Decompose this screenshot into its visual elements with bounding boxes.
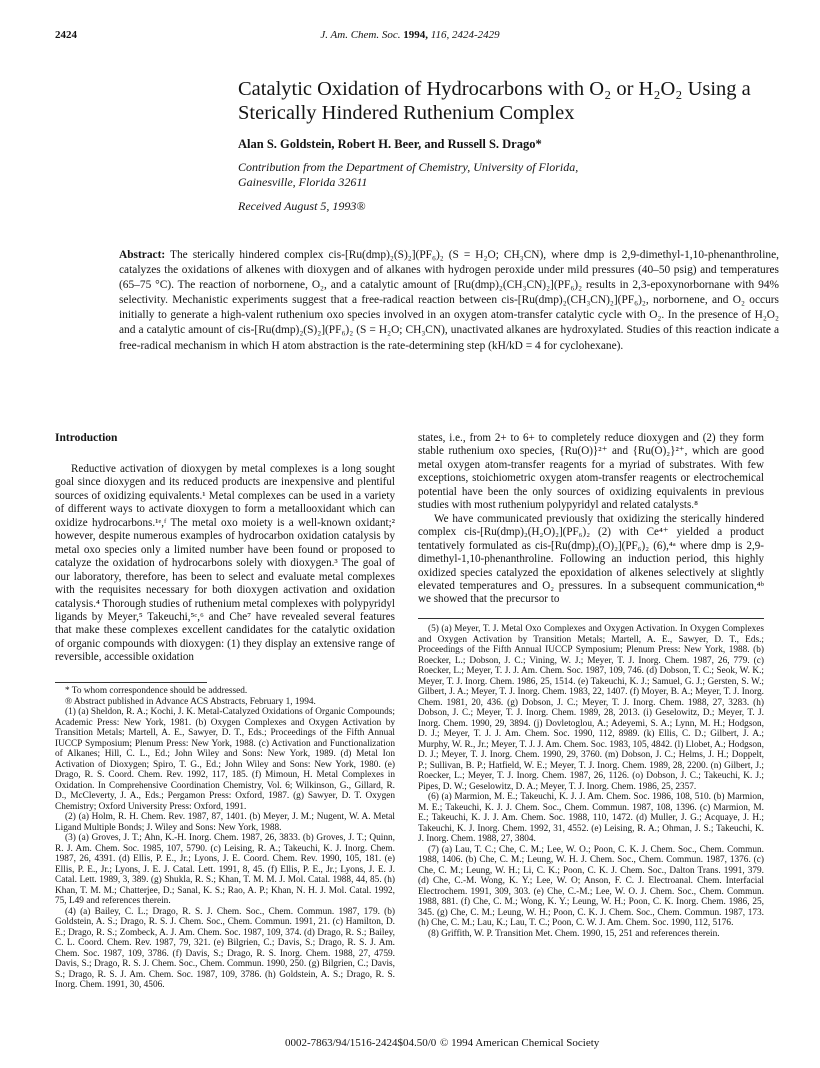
copyright-notice: © 1994 American Chemical Society <box>440 1037 600 1049</box>
affiliation <box>238 160 778 190</box>
affiliation-line: Contribution from the Department of Chemistry, University of Florida, <box>238 160 579 174</box>
footnote-divider <box>55 682 207 683</box>
paragraph: Reductive activation of dioxygen by metal complexes is a long sought goal since dioxygen and its reduced products are inexpensive and plentiful sources of oxidizing equivalents.¹ Metal complexes can be used in a variety of different ways to activate dioxygen to form a metallooxidant which can oxidize hydrocarbons.¹ᵉ,ᶠ The metal oxo moiety is a well-known oxidant;² however, despite numerous examples of hydrocarbon oxidation catalysis by metal oxo species only a limited number have been found or proposed to catalyze the oxidation of hydrocarbons solely with dioxygen.³ The goal of our laboratory, therefore, has been to select and evaluate metal complexes with the requisites necessary for both dioxygen activation and oxidation catalysis.⁴ Thorough studies of ruthenium metal complexes with polypyridyl ligands by Meyer,⁵ Takeuchi,⁵ᶜ,⁶ and Che⁷ have revealed several features that make these complexes excellent candidates for the catalytic oxidation of organic compounds with dioxygen: (1) they display an extensive range of reversible, accessible oxidation <box>55 463 395 664</box>
footnote: ® Abstract published in Advance ACS Abstracts, February 1, 1994. <box>65 696 316 707</box>
footnote: (1) (a) Sheldon, R. A.; Kochi, J. K. Metal-Catalyzed Oxidations of Organic Compounds; Academic Press: New York, 1981. (b) Oxygen Complexes and Oxygen Activation by Transition Metals; Martell, A. E., Sawyer, D. T., Eds.; Proceedings of the Fifth Annual IUCCP Symposium; Plenum Press: New York, 1988. (c) Activation and Functionalization of Alkanes; Hill, C. L., Ed.; John Wiley and Sons: New York, 1989. (d) Metal Ion Activation of Dioxygen; Spiro, T. G., Ed.; John Wiley and Sons: New York, 1980. (e) Drago, R. S. Coord. Chem. Rev. 1992, 117, 185. (f) Mimoun, H. Metal Complexes in Oxidation. In Comprehensive Coordination Chemistry, Vol. 6; Wilkinson, G., Gillard, R. D., McCleverty, J. A., Eds.; Pergamon Press: Oxford, 1987. (g) Sawyer, D. T. Oxygen Chemistry; Oxford University Press: Oxford, 1991. <box>55 707 395 812</box>
affiliation-line: Gainesville, Florida 32611 <box>238 175 368 189</box>
footnotes-right <box>418 624 764 939</box>
introduction-body <box>55 463 395 665</box>
footnote: (4) (a) Bailey, C. L.; Drago, R. S. J. Chem. Soc., Chem. Commun. 1987, 179. (b) Goldstein, A. S.; Drago, R. S. J. Chem. Soc., Chem. Commun. 1991, 21. (c) Hamilton, D. E.; Drago, R. S.; Zombeck, A. J. Am. Chem. Soc. 1987, 109, 374. (d) Drago, R. S.; Bailey, C. L. Coord. Chem. Rev. 1987, 79, 321. (e) Bilgrien, C.; Davis, S.; Drago, R. S. J. Am. Chem. Soc. 1987, 109, 3786. (f) Davis, S.; Drago, R. S. Inorg. Chem. 1988, 27, 4759. Davis, S.; Drago, R. S. J. Chem. Soc., Chem. Commun. 1990, 250. (g) Bilgrien, C.; Davis, S.; Drago, R. S. J. Am. Chem. Soc. 1987, 109, 3786. (h) Goldstein, A. S.; Drago, R. S. Inorg. Chem. 1991, 30, 4506. <box>55 906 395 990</box>
issn-code: 0002-7863/94/1516-2424$04.50/0 <box>285 1037 437 1049</box>
journal-pages: 2424-2429 <box>451 29 500 41</box>
paragraph: We have communicated previously that oxidizing the sterically hindered complex cis-[Ru(dmp)₂(H₂O)₂](PF₆)₂ (2) with Ce⁴⁺ yielded a product tentatively formulated as cis-[Ru(dmp)₂(O)₂](PF₆)₂ (6),⁴ᵃ where dmp is 2,9-dimethyl-1,10-phenanthroline. Following an induction period, this highly oxidized species catalyzed the epoxidation of alkenes selectively at slightly elevated temperatures and O₂ pressures. In a subsequent communication,⁴ᵇ we showed that the precursor to <box>418 512 764 606</box>
footnote: (2) (a) Holm, R. H. Chem. Rev. 1987, 87, 1401. (b) Meyer, J. M.; Nugent, W. A. Metal Ligand Multiple Bonds; J. Wiley and Sons: New York, 1988. <box>55 812 395 833</box>
abstract-label: Abstract: <box>119 249 166 261</box>
paragraph: states, i.e., from 2+ to 6+ to completely reduce dioxygen and (2) they form stable ruthenium oxo species, {Ru(O)}²⁺ and {Ru(O)₂}²⁺, which are good metal oxygen atom-transfer reagents for a myriad of substrates. With few exceptions, stoichiometric oxygen atom-transfer reagents or electrochemical potential have been the only sources of oxidizing equivalents in previous studies with most ruthenium polypyridyl and related catalysts.⁸ <box>418 432 764 512</box>
abstract-text: The sterically hindered complex cis-[Ru(dmp)₂(S)₂](PF₆)₂ (S = H₂O; CH₃CN), where dmp is 2,9-dimethyl-1,10-phenanthroline, catalyzes the oxidations of alkenes with dioxygen and of alkanes with hydrogen peroxide under mild pressures (40–50 psig) and temperatures (65–75 °C). The reaction of norbornene, O₂, and a catalytic amount of [Ru(dmp)₂(CH₃CN)₂](PF₆)₂ results in 2,3-epoxynorbornane with 94% selectivity. Mechanistic experiments suggest that a free-radical reaction between cis-[Ru(dmp)₂(CH₃CN)₂](PF₆)₂, norbornene, and O₂ occurs initially to generate a high-valent ruthenium oxo species involved in an oxygen atom-transfer catalytic cycle with O₂. In the presence of H₂O₂ and a catalytic amount of cis-[Ru(dmp)₂(S)₂](PF₆)₂ (S = H₂O; CH₃CN), unactivated alkanes are hydroxylated. Studies of this reaction indicate a free-radical mechanism in which H atom abstraction is the rate-determining step (kH/kD = 4 for cyclohexane). <box>119 249 779 352</box>
journal-volume: 116, <box>430 29 450 41</box>
journal-citation <box>0 29 820 41</box>
footnotes-left <box>55 686 395 991</box>
journal-year: 1994, <box>403 29 429 41</box>
footnote: (5) (a) Meyer, T. J. Metal Oxo Complexes and Oxygen Activation. In Oxygen Complexes and Oxygen Activation by Transition Metals; Martell, A. E., Sawyer, D. T., Eds.; Proceedings of the Fifth Annual IUCCP Symposium; Plenum Press: New York, 1988. (b) Roecker, L.; Dobson, J. C.; Vining, W. J.; Meyer, T. J. Inorg. Chem. 1987, 26, 779. (c) Roecker, L.; Meyer, T. J. J. Am. Chem. Soc. 1987, 109, 746. (d) Dobson, T. C.; Seok, W. K.; Meyer, T. J. Inorg. Chem. 1986, 25, 1514. (e) Takeuchi, K. J.; Samuel, G. J.; Gersten, S. W.; Gilbert, J. A.; Meyer, T. J. Inorg. Chem. 1983, 22, 1407. (f) Moyer, B. A.; Meyer, T. J. Inorg. Chem. 1981, 20, 436. (g) Dobson, J. C.; Meyer, T. J. Inorg. Chem. 1988, 27, 3283. (h) Dobson, J. C.; Meyer, T. J. Inorg. Chem. 1989, 28, 2013. (i) Geselowitz, D.; Meyer, T. J. Inorg. Chem. 1990, 29, 3894. (j) Dovletoglou, A.; Adeyemi, S. A.; Lynn, M. H.; Hodgson, D. J.; Meyer, T. J. J. Am. Chem. Soc. 1990, 112, 8989. (k) Ellis, C. D.; Gilbert, J. A.; Murphy, W. R., Jr.; Meyer, T. J. J. Am. Chem. Soc. 1983, 105, 4842. (l) Llobet, A.; Hodgson, D. J.; Meyer, T. J. Inorg. Chem. 1990, 29, 3760. (m) Dobson, J. C.; Helms, J. H.; Doppelt, P.; Sullivan, B. P.; Hatfield, W. E.; Meyer, T. J. Inorg. Chem. 1989, 28, 2200. (n) Gilbert, J.; Roecker, L.; Meyer, T. J. Inorg. Chem. 1987, 26, 1126. (o) Dobson, J. C.; Takeuchi, K. J.; Pipes, D. W.; Geselowitz, D. A.; Meyer, T. J. Inorg. Chem. 1986, 25, 2357. <box>418 624 764 792</box>
footnote: * To whom correspondence should be addressed. <box>65 686 248 696</box>
page-number: 2424 <box>55 29 77 41</box>
footnote: (8) Griffith, W. P. Transition Met. Chem. 1990, 15, 251 and references therein. <box>428 928 720 939</box>
footnote: (3) (a) Groves, J. T.; Ahn, K.-H. Inorg. Chem. 1987, 26, 3833. (b) Groves, J. T.; Quinn, R. J. Am. Chem. Soc. 1985, 107, 5790. (c) Leising, R. A.; Takeuchi, K. J. Inorg. Chem. 1987, 26, 4391. (d) Ellis, P. E., Jr.; Lyons, J. E. Coord. Chem. Rev. 1990, 105, 181. (e) Ellis, P. E., Jr.; Lyons, J. E. J. Catal. Lett. 1991, 8, 45. (f) Ellis, P. E., Jr.; Lyons, J. E. J. Catal. Lett. 1989, 3, 389. (g) Shukla, R. S.; Khan, T. M. M. J. Mol. Catal. 1988, 44, 85. (h) Khan, T. M. M.; Chatterjee, D.; Sanal, K. S.; Rao, A. P.; Khan, N. H. J. Mol. Catal. 1992, 75, L49 and references therein. <box>55 833 395 906</box>
journal-name: J. Am. Chem. Soc. <box>320 29 401 41</box>
article-title: Catalytic Oxidation of Hydrocarbons with O₂ or H₂O₂ Using a Sterically Hindered Ruthenium Complex <box>238 78 751 124</box>
footnote: (6) (a) Marmion, M. E.; Takeuchi, K. J. J. Am. Chem. Soc. 1986, 108, 510. (b) Marmion, M. E.; Takeuchi, K. J. J. Chem. Soc., Chem. Commun. 1987, 108, 1396. (c) Marmion, M. E.; Takeuchi, K. J. J. Am. Chem. Soc. 1988, 110, 1472. (d) Muller, J. G.; Acquaye, J. H.; Takeuchi, K. J. Inorg. Chem. 1992, 31, 4552. (e) Leising, R. A.; Ohman, J. S.; Takeuchi, K. J. Inorg. Chem. 1988, 27, 3804. <box>418 792 764 844</box>
footnote-divider <box>418 618 764 619</box>
received-date: Received August 5, 1993® <box>238 199 366 213</box>
footnote: (7) (a) Lau, T. C.; Che, C. M.; Lee, W. O.; Poon, C. K. J. Chem. Soc., Chem. Commun. 1988, 1406. (b) Che, C. M.; Leung, W. H. J. Chem. Soc., Chem. Commun. 1987, 1376. (c) Che, C. M.; Leung, W. H.; Li, C. K.; Poon, C. K. J. Chem. Soc., Dalton Trans. 1991, 379. (d) Che, C.-M. Wong, K. Y.; Lee, W. O; Anson, F. C. J. Electroanal. Chem. Interfacial Electrochem. 1991, 309, 303. (e) Che, C.-M.; Lee, W. O. J. Chem. Soc., Chem. Commun. 1988, 881. (f) Che, C. M.; Wong, K. Y.; Leung, W. H.; Poon, C. K. Inorg. Chem. 1986, 25, 345. (g) Che, C. M.; Leung, W. H.; Poon, C. K. J. Chem. Soc., Chem. Commun. 1987, 173. (h) Che, C. M.; Lau, K.; Lau, T. C.; Poon, C. W. J. Am. Chem. Soc. 1990, 112, 5176. <box>418 844 764 928</box>
section-heading-introduction: Introduction <box>55 432 118 444</box>
author-list: Alan S. Goldstein, Robert H. Beer, and Russell S. Drago* <box>238 137 542 151</box>
abstract <box>119 248 779 354</box>
right-column-body <box>418 432 764 607</box>
